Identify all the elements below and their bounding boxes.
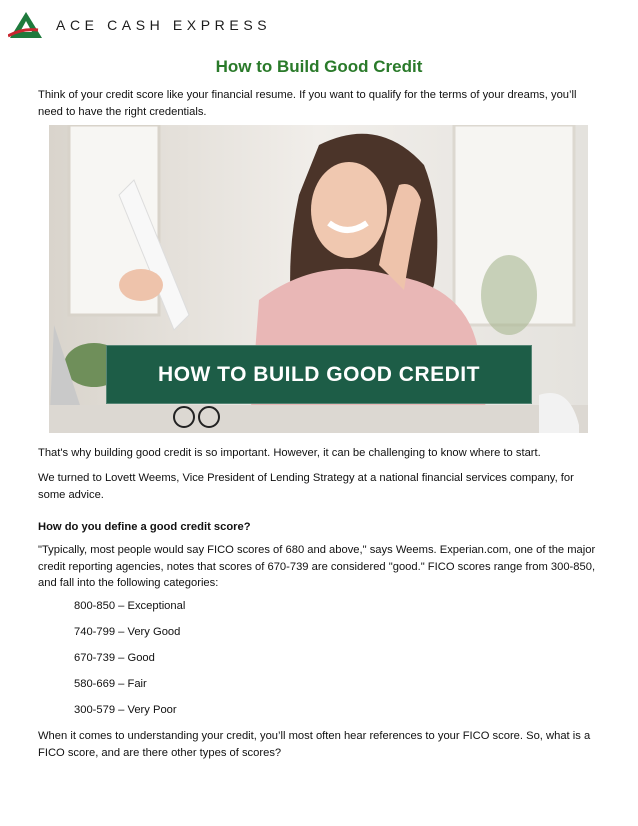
paragraph-fico-intro: When it comes to understanding your credit, you’ll most often hear references to your FICO score. So, what is a FICO score, and are there other types of scores? bbox=[38, 730, 591, 759]
category-item: 670-739 – Good bbox=[74, 652, 155, 664]
intro-paragraph: Think of your credit score like your financial resume. If you want to qualify for the terms of your dreams, you’ll need to have the right credentials. bbox=[38, 89, 577, 118]
category-item: 740-799 – Very Good bbox=[74, 626, 181, 638]
brand-name: ACE CASH EXPRESS bbox=[56, 17, 272, 33]
paragraph-weems-advice: We turned to Lovett Weems, Vice President of Lending Strategy at a national financial services company, for some advice. bbox=[38, 472, 574, 501]
section-heading-good-score: How do you define a good credit score? bbox=[38, 521, 251, 533]
hero-banner bbox=[106, 345, 532, 404]
category-item: 800-850 – Exceptional bbox=[74, 600, 186, 612]
ace-cash-express-logo[interactable] bbox=[8, 10, 271, 40]
category-item: 300-579 – Very Poor bbox=[74, 704, 177, 716]
hero-image bbox=[49, 125, 588, 433]
category-item: 580-669 – Fair bbox=[74, 678, 147, 690]
ace-triangle-logo-icon bbox=[8, 10, 48, 40]
hero-banner-text: HOW TO BUILD GOOD CREDIT bbox=[158, 362, 480, 386]
paragraph-fico-ranges: "Typically, most people would say FICO scores of 680 and above," says Weems. Experian.com, one of the major credit reporting agencies, notes that scores of 670-739 are considered "good." FICO scores range from 300-850, and fall into the following categories: bbox=[38, 544, 596, 589]
page-title: How to Build Good Credit bbox=[215, 57, 423, 76]
paragraph-why-important: That's why building good credit is so important. However, it can be challenging to know where to start. bbox=[38, 447, 541, 459]
